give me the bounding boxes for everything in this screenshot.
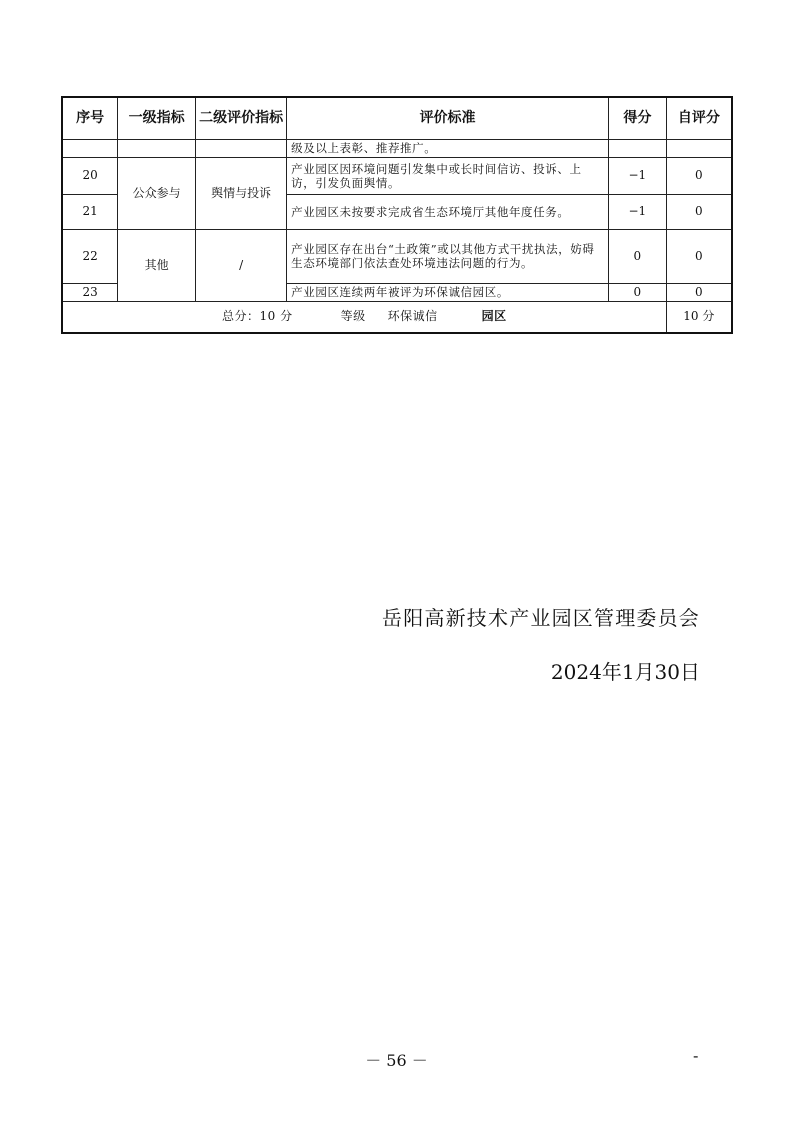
cell-seq: 23 — [62, 283, 118, 301]
grade-value: 环保诚信 — [387, 309, 438, 323]
total-score-label: 总分：10 分 — [222, 309, 293, 323]
cell-score: −1 — [608, 157, 666, 194]
cell-level2-other: / — [196, 229, 287, 301]
cell-score: 0 — [608, 229, 666, 283]
page-number: － 56 － — [365, 1051, 428, 1070]
header-level1: 一级指标 — [118, 97, 196, 139]
issuing-organization: 岳阳高新技术产业园区管理委员会 — [382, 606, 700, 630]
grade-label: 等级 — [340, 309, 366, 323]
total-summary — [62, 301, 666, 333]
cell-criteria: 产业园区连续两年被评为环保诚信园区。 — [287, 283, 609, 301]
grade-suffix: 园区 — [481, 309, 507, 323]
header-self-score: 自评分 — [666, 97, 732, 139]
cell-empty — [62, 139, 118, 157]
header-seq: 序号 — [62, 97, 118, 139]
cell-level1-other: 其他 — [118, 229, 196, 301]
header-level2: 二级评价指标 — [196, 97, 287, 139]
cell-level2-public: 舆情与投诉 — [196, 157, 287, 229]
cell-self-score: 0 — [666, 229, 732, 283]
cell-score: 0 — [608, 283, 666, 301]
cell-seq: 20 — [62, 157, 118, 194]
corner-mark: - — [693, 1046, 699, 1065]
evaluation-table — [61, 96, 733, 334]
cell-empty — [196, 139, 287, 157]
header-criteria: 评价标准 — [287, 97, 609, 139]
table-row — [62, 157, 732, 194]
cell-criteria: 产业园区未按要求完成省生态环境厅其他年度任务。 — [287, 194, 609, 229]
self-score-total: 10 分 — [666, 301, 732, 333]
cell-seq: 22 — [62, 229, 118, 283]
cell-empty — [118, 139, 196, 157]
cell-empty — [666, 139, 732, 157]
table-footer-row — [62, 301, 732, 333]
table-header-row — [62, 97, 732, 139]
table-row — [62, 229, 732, 283]
header-score: 得分 — [608, 97, 666, 139]
cell-criteria: 产业园区存在出台“土政策”或以其他方式干扰执法，妨碍生态环境部门依法查处环境违法问题的行为。 — [287, 229, 609, 283]
cell-seq: 21 — [62, 194, 118, 229]
issue-date: 2024年1月30日 — [550, 660, 700, 684]
cell-self-score: 0 — [666, 157, 732, 194]
cell-self-score: 0 — [666, 283, 732, 301]
cell-level1-public: 公众参与 — [118, 157, 196, 229]
table-row-continuation — [62, 139, 732, 157]
cell-score: −1 — [608, 194, 666, 229]
cell-criteria-continuation: 级及以上表彰、推荐推广。 — [287, 139, 609, 157]
cell-criteria: 产业园区因环境问题引发集中或长时间信访、投诉、上访，引发负面舆情。 — [287, 157, 609, 194]
cell-self-score: 0 — [666, 194, 732, 229]
cell-empty — [608, 139, 666, 157]
